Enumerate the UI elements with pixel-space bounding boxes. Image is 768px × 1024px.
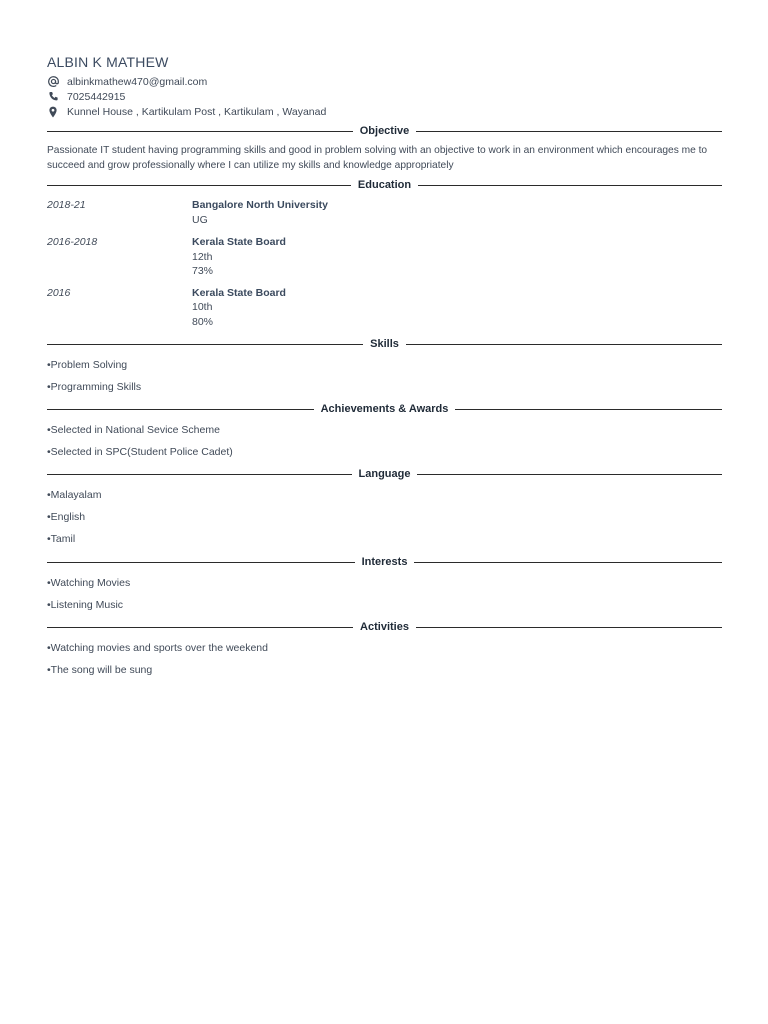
section-header-education <box>47 178 722 192</box>
objective-text: Passionate IT student having programming skills and good in problem solving with an objective to work in an environment which encourages me to succeed and grow professionally where I can utilize my skills and knowledge appropriately <box>47 145 708 171</box>
divider <box>418 185 722 186</box>
divider <box>47 344 363 345</box>
list-item: •Tamil <box>47 533 76 545</box>
contact-email[interactable]: albinkmathew470@gmail.com <box>67 75 208 88</box>
list-item: •Malayalam <box>47 489 102 501</box>
section-header-achievements <box>47 402 722 416</box>
education-entry <box>47 235 722 279</box>
education-score: 80% <box>192 315 214 328</box>
section-header-activities <box>47 620 722 634</box>
contact-phone-row <box>47 89 722 104</box>
section-header-interests <box>47 555 722 569</box>
list-item: •Listening Music <box>47 599 124 611</box>
education-entry <box>47 286 722 330</box>
contact-address-row <box>47 104 722 119</box>
contact-email-row <box>47 74 722 89</box>
list-item: •Watching movies and sports over the weekend <box>47 642 268 654</box>
divider <box>47 562 355 563</box>
section-header-language <box>47 467 722 481</box>
section-title-objective: Objective <box>359 125 410 137</box>
divider <box>47 409 314 410</box>
education-details <box>192 286 286 330</box>
divider <box>416 131 722 132</box>
education-year: 2018-21 <box>47 199 86 211</box>
section-header-objective <box>47 124 722 138</box>
education-score: 73% <box>192 265 214 277</box>
list-item: •Selected in SPC(Student Police Cadet) <box>47 446 233 458</box>
list-item: •Problem Solving <box>47 359 128 371</box>
divider <box>416 627 722 628</box>
education-level: 10th <box>192 301 213 313</box>
divider <box>47 131 353 132</box>
education-level: UG <box>192 213 208 226</box>
section-title-achievements: Achievements & Awards <box>320 403 449 415</box>
resume-content <box>47 54 722 677</box>
divider <box>47 185 351 186</box>
education-institution: Bangalore North University <box>192 199 328 211</box>
education-institution: Kerala State Board <box>192 236 286 248</box>
phone-icon <box>47 91 59 103</box>
section-title-interests: Interests <box>361 556 408 568</box>
divider <box>47 474 352 475</box>
education-institution: Kerala State Board <box>192 286 286 299</box>
section-title-activities: Activities <box>360 621 409 633</box>
education-level: 12th <box>192 250 213 263</box>
divider <box>414 562 722 563</box>
list-item: •Selected in National Sevice Scheme <box>47 424 220 436</box>
list-item: •Watching Movies <box>47 577 131 589</box>
list-item: •The song will be sung <box>47 664 153 676</box>
section-title-language: Language <box>358 468 411 480</box>
divider <box>47 627 353 628</box>
list-item: •Programming Skills <box>47 381 142 393</box>
divider <box>406 344 722 345</box>
divider <box>417 474 722 475</box>
contact-phone[interactable]: 7025442915 <box>67 90 126 103</box>
education-year: 2016-2018 <box>47 236 98 248</box>
at-icon <box>47 76 59 88</box>
candidate-name: ALBIN K MATHEW <box>47 54 169 70</box>
contact-address: Kunnel House , Kartikulam Post , Kartikulam , Wayanad <box>67 105 327 118</box>
education-details <box>192 235 286 279</box>
education-details <box>192 198 328 227</box>
section-header-skills <box>47 337 722 351</box>
section-title-education: Education <box>357 179 412 191</box>
section-title-skills: Skills <box>370 338 399 350</box>
location-pin-icon <box>47 106 59 118</box>
education-entry <box>47 198 722 227</box>
divider <box>455 409 722 410</box>
education-year: 2016 <box>47 286 71 299</box>
list-item: •English <box>47 511 86 523</box>
